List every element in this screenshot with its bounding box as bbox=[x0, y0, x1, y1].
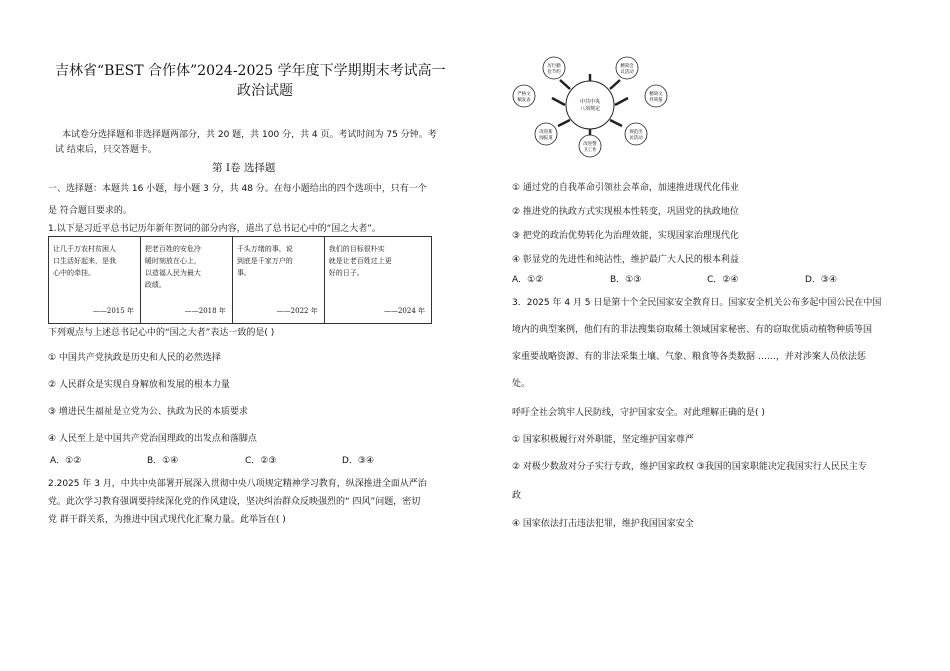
q3-stem-2: 境内的典型案例，他们有的非法搜集窃取稀土领域国家秘密、有的窃取优质动植物种质等国 bbox=[512, 325, 873, 335]
diagram-node-label: 精简文 bbox=[649, 92, 663, 97]
q1-option-b[interactable]: B．①④ bbox=[147, 456, 179, 466]
diagram-node-label: 卫工作 bbox=[583, 148, 597, 153]
diagram-node-label: 访活动 bbox=[629, 136, 643, 141]
intro-line-1: 本试卷分选择题和非选择题两部分，共 20 题，共 100 分，共 4 页。考试时间为 75 分钟。考 bbox=[62, 130, 437, 140]
diagram-node-label: 议活动 bbox=[620, 70, 634, 75]
q1-prompt: 下列观点与上述总书记心中的“国之大者”表达一致的是( ) bbox=[48, 328, 275, 338]
diagram-center-label: 八项规定 bbox=[579, 106, 601, 112]
quote-year: ——2022 年 bbox=[276, 307, 318, 315]
q2-stem-2: 党。此次学习教育强调要持续深化党的作风建设，坚决纠治群众反映强烈的“ 四风”问题，密切 bbox=[48, 497, 421, 507]
q1-option-d[interactable]: D．③④ bbox=[342, 456, 375, 466]
q2-stem-1: 2.2025 年 3 月，中共中央部署开展深入贯彻中央八项规定精神学习教育，纵深推进全面从严治 bbox=[48, 479, 427, 489]
q2-item: ③ 把党的政治优势转化为治理效能，实现国家治理现代化 bbox=[512, 231, 739, 241]
diagram-node-label: 严格文 bbox=[517, 92, 531, 97]
diagram-node-label: 俭节约 bbox=[547, 70, 561, 75]
quote-year: ——2015 年 bbox=[92, 307, 134, 315]
section-desc-1: 一、选择题：本题共 16 小题，每小题 3 分，共 48 分。在每小题给出的四个选项中，只有一个 bbox=[48, 184, 427, 194]
q1-option-c[interactable]: C．②③ bbox=[245, 456, 277, 466]
q2-stem-3: 党 群干群关系，为推进中国式现代化汇聚力量。此举旨在( ) bbox=[48, 515, 286, 525]
diagram-node-label: 厉行勤 bbox=[547, 64, 561, 69]
q2-option-c[interactable]: C．②④ bbox=[707, 275, 739, 285]
exam-title: 吉林省“BEST 合作体”2024-2025 学年度下学期期末考试高一 bbox=[55, 63, 446, 79]
diagram-node-label: 改进新 bbox=[539, 130, 553, 135]
q1-quotes-table bbox=[48, 236, 432, 324]
quote-cell: 把老百姓的安危冷 暖时刻放在心上， 以造福人民为最大 政绩。 ——2018 年 bbox=[140, 237, 232, 324]
diagram-node-label: 精简会 bbox=[620, 64, 634, 69]
q1-item: ② 人民群众是实现自身解放和发展的根本力量 bbox=[48, 380, 230, 390]
q1-stem: 1.以下是习近平总书记历年新年贺词的部分内容，道出了总书记心中的“国之大者”。 bbox=[48, 224, 381, 234]
q3-stem-3: 家重要战略资源、有的非法采集土壤、气象、粮食等各类数据 ……，并对涉案人员依法惩 bbox=[512, 352, 866, 362]
q1-option-a[interactable]: A．①② bbox=[50, 456, 82, 466]
diagram-center-label: 中共中央 bbox=[579, 99, 601, 105]
diagram-node-label: 闻报道 bbox=[539, 136, 553, 141]
q3-stem-1: 3．2025 年 4 月 5 日是第十个全民国家安全教育日。国家安全机关公布多起中国公民在中国 bbox=[512, 298, 882, 308]
q3-item: 政 bbox=[512, 491, 522, 501]
q3-item: ① 国家积极履行对外职能，坚定维护国家尊严 bbox=[512, 435, 694, 445]
q2-item: ① 通过党的自我革命引领社会革命，加速推进现代化伟业 bbox=[512, 183, 739, 193]
diagram-node-label: 稿发表 bbox=[517, 98, 531, 103]
q2-item: ④ 彰显党的先进性和纯洁性，维护最广大人民的根本利益 bbox=[512, 255, 739, 265]
q1-item: ① 中国共产党执政是历史和人民的必然选择 bbox=[48, 353, 221, 363]
quote-cell: 我们的目标很朴实 就是让老百姓过上更 好的日子。 ——2024 年 bbox=[324, 237, 431, 324]
section-title: 第 Ⅰ卷 选择题 bbox=[212, 162, 276, 174]
q1-item: ④ 人民至上是中国共产党治国理政的出发点和落脚点 bbox=[48, 434, 257, 444]
quote-cell: 千头万绪的事，说 到底是千家万户的 事。 ——2022 年 bbox=[232, 237, 324, 324]
quote-cell: 让几千万农村贫困人 口生活好起来，是我 心中的牵挂。 ——2015 年 bbox=[49, 237, 141, 324]
diagram-node-label: 改进警 bbox=[583, 142, 597, 147]
q2-option-d[interactable]: D．③④ bbox=[805, 275, 838, 285]
q3-item: ② 对极少数敌对分子实行专政，维护国家政权 ③我国的国家职能决定我国实行人民民主专 bbox=[512, 462, 867, 472]
q2-item: ② 推进党的执政方式实现根本性转变，巩固党的执政地位 bbox=[512, 207, 739, 217]
quote-year: ——2024 年 bbox=[383, 307, 425, 315]
q3-prompt: 呼吁全社会筑牢人民防线，守护国家安全。对此理解正确的是( ) bbox=[512, 408, 765, 418]
q2-option-b[interactable]: B．①③ bbox=[610, 275, 642, 285]
q2-diagram bbox=[510, 52, 670, 158]
q3-stem-4: 处。 bbox=[512, 379, 531, 389]
q2-option-a[interactable]: A．①② bbox=[512, 275, 544, 285]
intro-line-2: 试 结束后，只交答题卡。 bbox=[55, 145, 157, 155]
section-desc-2: 是 符合题目要求的。 bbox=[48, 206, 132, 216]
diagram-node-label: 件简报 bbox=[649, 98, 663, 103]
diagram-node-label: 规范出 bbox=[629, 130, 643, 135]
quote-year: ——2018 年 bbox=[184, 307, 226, 315]
q3-item: ④ 国家依法打击违法犯罪，维护我国国家安全 bbox=[512, 519, 694, 529]
diagram-center bbox=[566, 81, 614, 129]
exam-subtitle: 政治试题 bbox=[237, 83, 293, 99]
q1-item: ③ 增进民生福祉是立党为公、执政为民的本质要求 bbox=[48, 407, 248, 417]
